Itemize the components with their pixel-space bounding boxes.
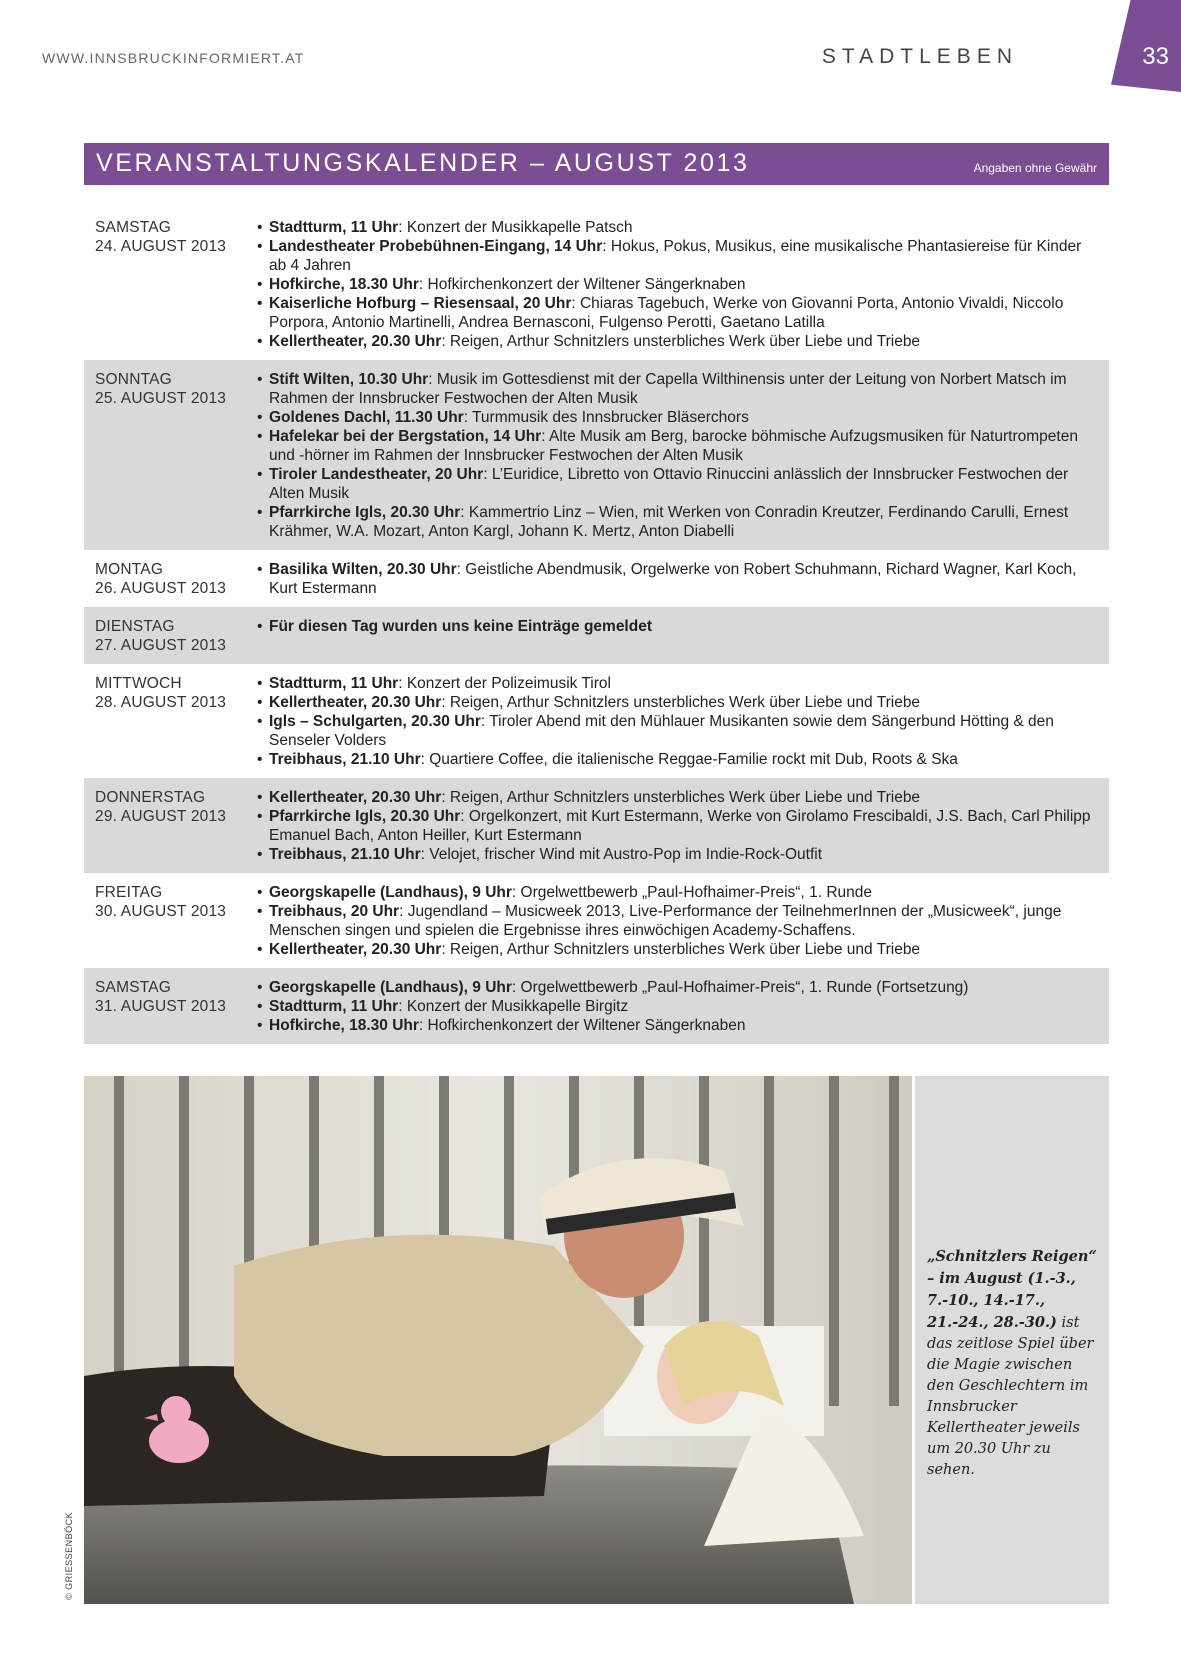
stage-scene-illustration <box>84 1076 912 1604</box>
page-number: 33 <box>1142 43 1169 70</box>
event-venue-time: Treibhaus, 20 Uhr <box>269 903 400 920</box>
event-venue-time: Hofkirche, 18.30 Uhr <box>269 1017 419 1034</box>
event-description: : Turmmusik des Innsbrucker Bläserchors <box>463 409 749 426</box>
event-item <box>257 883 1097 902</box>
event-item <box>257 275 1097 294</box>
event-description: : Hofkirchenkonzert der Wiltener Sängerknaben <box>418 276 746 293</box>
event-description: : Konzert der Musikkapelle Birgitz <box>398 998 629 1015</box>
photo-caption-box <box>915 1076 1109 1604</box>
day-label <box>84 617 257 655</box>
event-list <box>257 617 1097 655</box>
event-description: : Hokus, Pokus, Musikus, eine musikalische Phantasiereise für Kinder ab 4 Jahren <box>269 238 1082 274</box>
caption-body: ist das zeitlose Spiel über die Magie zwischen den Geschlechtern im Innsbrucker Kellertheater jeweils um 20.30 Uhr zu sehen. <box>927 1315 1094 1478</box>
event-item <box>257 807 1097 845</box>
day-row <box>84 550 1109 607</box>
event-venue-time: Georgskapelle (Landhaus), 9 Uhr <box>269 884 512 901</box>
event-list <box>257 788 1097 864</box>
event-description: : Reigen, Arthur Schnitzlers unsterbliches Werk über Liebe und Triebe <box>441 941 921 958</box>
day-label <box>84 218 257 351</box>
day-row <box>84 664 1109 778</box>
day-label <box>84 560 257 598</box>
caption-title: „Schnitzlers Reigen“ – im August (1.-3., 7.-10., 14.-17., 21.-24., 28.-30.) <box>927 1248 1097 1331</box>
event-description: : L’Euridice, Libretto von Ottavio Rinuccini anlässlich der Innsbrucker Festwochen der Alten Musik <box>269 466 1069 502</box>
day-label <box>84 788 257 864</box>
event-venue-time: Georgskapelle (Landhaus), 9 Uhr <box>269 979 512 996</box>
event-venue-time: Kellertheater, 20.30 Uhr <box>269 789 442 806</box>
day-label <box>84 883 257 959</box>
day-row <box>84 873 1109 968</box>
event-item <box>257 750 1097 769</box>
event-venue-time: Stadtturm, 11 Uhr <box>269 998 399 1015</box>
date: 26. AUGUST 2013 <box>95 580 227 597</box>
event-item <box>257 237 1097 275</box>
date: 28. AUGUST 2013 <box>95 694 227 711</box>
calendar-banner <box>84 143 1109 185</box>
weekday: DIENSTAG <box>95 618 175 635</box>
photo-credit: © GRIESSENBÖCK <box>64 1511 74 1600</box>
weekday: SONNTAG <box>95 371 172 388</box>
event-item <box>257 427 1097 465</box>
event-description: : Jugendland – Musicweek 2013, Live-Performance der TeilnehmerInnen der „Musicweek“, junge Menschen singen und spielen die Ergebnisse ihres einwöchigen Academy-Schaffens. <box>269 903 1062 939</box>
event-venue-time: Für diesen Tag wurden uns keine Einträge gemeldet <box>269 618 652 635</box>
event-item <box>257 503 1097 541</box>
event-venue-time: Basilika Wilten, 20.30 Uhr <box>269 561 457 578</box>
event-description: : Musik im Gottesdienst mit der Capella Wilthinensis unter der Leitung von Norbert Matsch im Rahmen der Innsbrucker Festwochen der Alten Musik <box>269 371 1067 407</box>
event-item <box>257 674 1097 693</box>
event-description: : Chiaras Tagebuch, Werke von Giovanni Porta, Antonio Vivaldi, Niccolo Porpora, Antonio Martinelli, Andrea Bernasconi, Fulgenso Perotti, Gaetano Latilla <box>269 295 1064 331</box>
event-venue-time: Pfarrkirche Igls, 20.30 Uhr <box>269 808 461 825</box>
event-list <box>257 560 1097 598</box>
event-description: : Orgelwettbewerb „Paul-Hofhaimer-Preis“, 1. Runde <box>511 884 872 901</box>
event-venue-time: Igls – Schulgarten, 20.30 Uhr <box>269 713 481 730</box>
event-description: : Hofkirchenkonzert der Wiltener Sängerknaben <box>418 1017 746 1034</box>
event-description: : Reigen, Arthur Schnitzlers unsterbliches Werk über Liebe und Triebe <box>441 694 921 711</box>
date: 25. AUGUST 2013 <box>95 390 227 407</box>
day-row <box>84 360 1109 550</box>
event-venue-time: Kellertheater, 20.30 Uhr <box>269 333 442 350</box>
event-description: : Alte Musik am Berg, barocke böhmische Aufzugsmusiken für Naturtrompeten und -hörner im Rahmen der Innsbrucker Festwochen der Alten Musik <box>269 428 1078 464</box>
event-venue-time: Stadtturm, 11 Uhr <box>269 219 399 236</box>
day-label <box>84 978 257 1035</box>
event-description: : Kammertrio Linz – Wien, mit Werken von Conradin Kreutzer, Ferdinando Carulli, Ernest Krähmer, W.A. Mozart, Anton Kargl, Johann K. Mertz, Anton Diabelli <box>269 504 1069 540</box>
event-venue-time: Stift Wilten, 10.30 Uhr <box>269 371 429 388</box>
event-description: : Konzert der Polizeimusik Tirol <box>398 675 611 692</box>
event-description: : Orgelwettbewerb „Paul-Hofhaimer-Preis“, 1. Runde (Fortsetzung) <box>511 979 969 996</box>
event-venue-time: Kellertheater, 20.30 Uhr <box>269 694 442 711</box>
event-item <box>257 332 1097 351</box>
event-venue-time: Landestheater Probebühnen-Eingang, 14 Uhr <box>269 238 603 255</box>
event-item <box>257 997 1097 1016</box>
day-label <box>84 674 257 769</box>
event-item <box>257 940 1097 959</box>
date: 30. AUGUST 2013 <box>95 903 227 920</box>
event-item <box>257 845 1097 864</box>
section-title: STADTLEBEN <box>821 45 1018 68</box>
event-item <box>257 1016 1097 1035</box>
date: 31. AUGUST 2013 <box>95 998 227 1015</box>
event-item <box>257 294 1097 332</box>
site-url[interactable]: WWW.INNSBRUCKINFORMIERT.AT <box>42 50 305 66</box>
day-row <box>84 607 1109 664</box>
event-calendar <box>84 208 1109 1044</box>
event-list <box>257 883 1097 959</box>
event-venue-time: Pfarrkirche Igls, 20.30 Uhr <box>269 504 461 521</box>
theater-photo <box>84 1076 912 1604</box>
event-item <box>257 617 1097 636</box>
event-item <box>257 693 1097 712</box>
event-list <box>257 370 1097 541</box>
event-venue-time: Treibhaus, 21.10 Uhr <box>269 751 421 768</box>
event-item <box>257 788 1097 807</box>
event-description: : Velojet, frischer Wind mit Austro-Pop im Indie-Rock-Outfit <box>420 846 823 863</box>
weekday: MITTWOCH <box>95 675 182 692</box>
disclaimer-note: Angaben ohne Gewähr <box>973 161 1097 175</box>
event-item <box>257 560 1097 598</box>
event-list <box>257 218 1097 351</box>
event-venue-time: Hafelekar bei der Bergstation, 14 Uhr <box>269 428 542 445</box>
day-label <box>84 370 257 541</box>
weekday: FREITAG <box>95 884 163 901</box>
banner-title: VERANSTALTUNGSKALENDER – AUGUST 2013 <box>96 149 750 177</box>
event-venue-time: Kellertheater, 20.30 Uhr <box>269 941 442 958</box>
event-description: : Orgelkonzert, mit Kurt Estermann, Werke von Girolamo Frescibaldi, J.S. Bach, Carl Philipp Emanuel Bach, Anton Heiller, Kurt Estermann <box>269 808 1091 844</box>
date: 29. AUGUST 2013 <box>95 808 227 825</box>
event-description: : Geistliche Abendmusik, Orgelwerke von Robert Schuhmann, Richard Wagner, Karl Koch, Kurt Estermann <box>269 561 1077 597</box>
event-venue-time: Stadtturm, 11 Uhr <box>269 675 399 692</box>
event-item <box>257 370 1097 408</box>
weekday: SAMSTAG <box>95 219 172 236</box>
event-venue-time: Tiroler Landestheater, 20 Uhr <box>269 466 484 483</box>
event-venue-time: Kaiserliche Hofburg – Riesensaal, 20 Uhr <box>269 295 572 312</box>
event-item <box>257 902 1097 940</box>
event-venue-time: Goldenes Dachl, 11.30 Uhr <box>269 409 464 426</box>
weekday: DONNERSTAG <box>95 789 206 806</box>
date: 24. AUGUST 2013 <box>95 238 227 255</box>
event-venue-time: Treibhaus, 21.10 Uhr <box>269 846 421 863</box>
event-item <box>257 465 1097 503</box>
event-item <box>257 712 1097 750</box>
event-description: : Reigen, Arthur Schnitzlers unsterbliches Werk über Liebe und Triebe <box>441 789 921 806</box>
weekday: SAMSTAG <box>95 979 172 996</box>
event-description: : Konzert der Musikkapelle Patsch <box>398 219 633 236</box>
event-item <box>257 408 1097 427</box>
event-description: : Reigen, Arthur Schnitzlers unsterbliches Werk über Liebe und Triebe <box>441 333 921 350</box>
event-list <box>257 674 1097 769</box>
event-list <box>257 978 1097 1035</box>
event-description: : Quartiere Coffee, die italienische Reggae-Familie rockt mit Dub, Roots & Ska <box>420 751 958 768</box>
day-row <box>84 968 1109 1044</box>
event-item <box>257 978 1097 997</box>
photo-caption <box>927 1246 1099 1481</box>
date: 27. AUGUST 2013 <box>95 637 227 654</box>
day-row <box>84 208 1109 360</box>
event-description: : Tiroler Abend mit den Mühlauer Musikanten sowie dem Sängerbund Hötting & den Senseler Volders <box>269 713 1054 749</box>
day-row <box>84 778 1109 873</box>
event-item <box>257 218 1097 237</box>
event-venue-time: Hofkirche, 18.30 Uhr <box>269 276 419 293</box>
weekday: MONTAG <box>95 561 164 578</box>
